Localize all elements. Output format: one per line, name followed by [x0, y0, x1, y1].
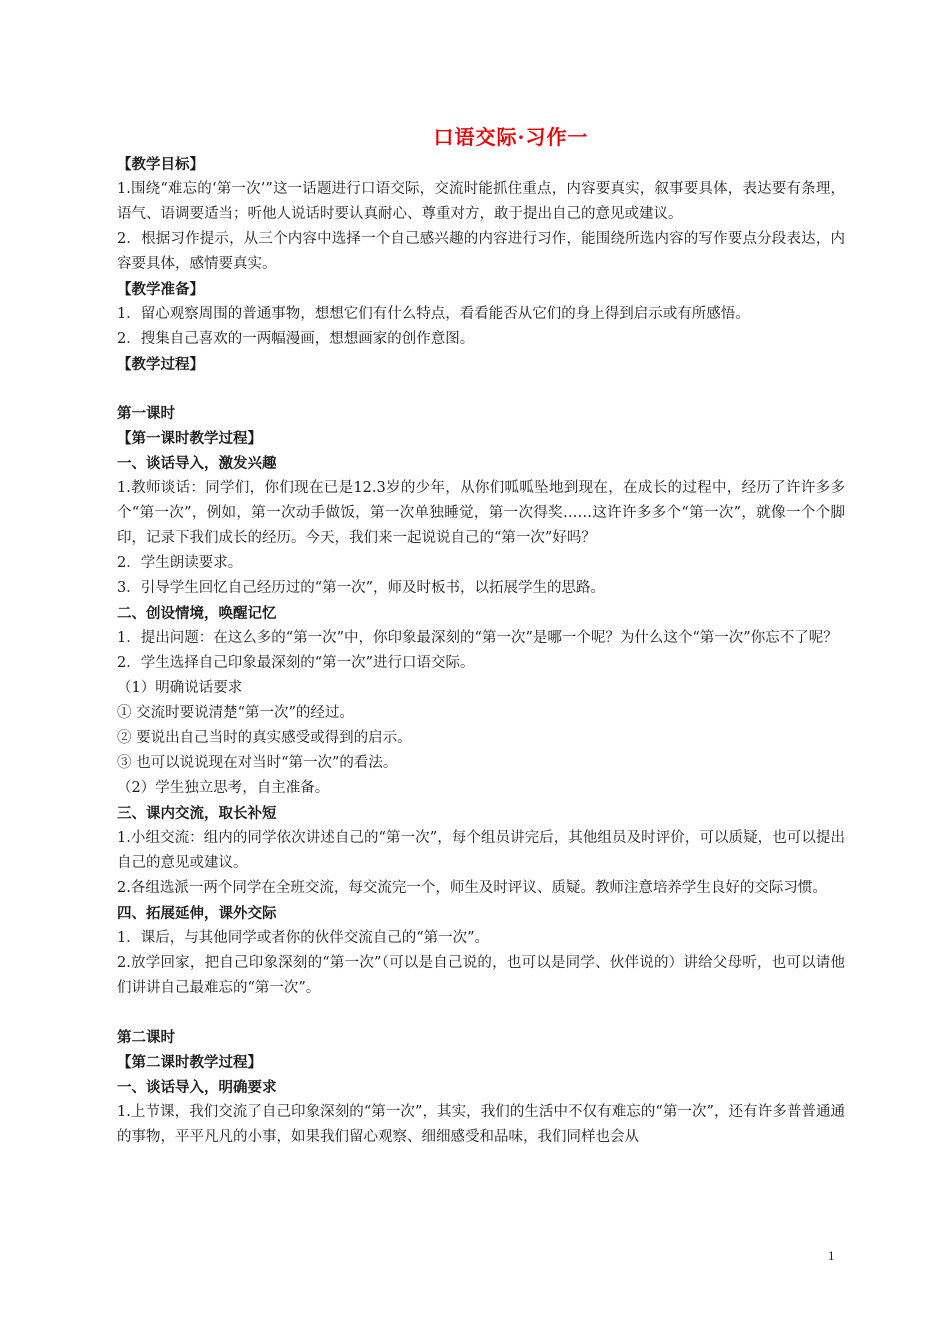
paragraph: 2.各组选派一两个同学在全班交流，每交流完一个，师生及时评议、质疑。教师注意培养学生良好的交际习惯。	[117, 880, 827, 896]
paragraph: 1.围绕“难忘的‘第一次’”这一话题进行口语交际，交流时能抓住重点，内容要真实，叙事要具体，表达要有条理，语气、语调要适当；听他人说话时要认真耐心、尊重对方，敢于提出自己的意见或建议。	[117, 181, 845, 222]
section-heading: 【教学过程】	[117, 356, 204, 373]
paragraph: 2．根据习作提示，从三个内容中选择一个自己感兴趣的内容进行习作，能围绕所选内容的写作要点分段表达，内容要具体，感情要真实。	[117, 231, 845, 272]
paragraph: 1．课后，与其他同学或者你的伙伴交流自己的“第一次”。	[117, 930, 490, 946]
paragraph: 1.小组交流：组内的同学依次讲述自己的“第一次”，每个组员讲完后，其他组员及时评价，可以质疑，也可以提出自己的意见或建议。	[117, 830, 845, 871]
section-heading: 二、创设情境，唤醒记忆	[117, 605, 277, 622]
paragraph: 3．引导学生回忆自己经历过的“第一次”，师及时板书，以拓展学生的思路。	[117, 580, 606, 596]
paragraph: 2．学生选择自己印象最深刻的“第一次”进行口语交际。	[117, 655, 475, 671]
paragraph: 1.上节课，我们交流了自己印象深刻的“第一次”，其实，我们的生活中不仅有难忘的“第一次”，还有许多普普通通的事物，平平凡凡的小事，如果我们留心观察、细细感受和品味，我们同样也会从	[117, 1104, 845, 1145]
section-heading: 【第一课时教学过程】	[117, 430, 262, 447]
document-body	[117, 124, 845, 1150]
paragraph: 2.放学回家，把自己印象深刻的“第一次”（可以是自己说的，也可以是同学、伙伴说的）讲给父母听，也可以请他们讲讲自己最难忘的“第一次”。	[117, 955, 845, 996]
paragraph-list	[117, 152, 845, 1150]
section-heading: 一、谈话导入，明确要求	[117, 1079, 277, 1096]
paragraph: ② 要说出自己当时的真实感受或得到的启示。	[117, 730, 412, 746]
paragraph: 1.教师谈话：同学们，你们现在已是12.3岁的少年，从你们呱呱坠地到现在，在成长的过程中，经历了许许多多个“第一次”，例如，第一次动手做饭，第一次单独睡觉，第一次得奖……这许许多多个“第一次”，就像一个个脚印，记录下我们成长的经历。今天，我们来一起说说自己的“第一次”好吗？	[117, 480, 845, 546]
section-heading: 【教学目标】	[117, 156, 204, 173]
paragraph: 1．留心观察周围的普通事物，想想它们有什么特点，看看能否从它们的身上得到启示或有所感悟。	[117, 306, 750, 322]
paragraph: 1．提出问题：在这么多的“第一次”中，你印象最深刻的“第一次”是哪一个呢？为什么这个“第一次”你忘不了呢？	[117, 630, 838, 646]
section-heading: 第一课时	[117, 405, 175, 422]
section-heading: 第二课时	[117, 1029, 175, 1046]
section-heading: 一、谈话导入，激发兴趣	[117, 455, 277, 472]
section-heading: 【第二课时教学过程】	[117, 1054, 262, 1071]
page-number: 1	[828, 1248, 835, 1263]
paragraph: 2．学生朗读要求。	[117, 555, 243, 571]
section-heading: 【教学准备】	[117, 281, 204, 298]
paragraph: 2．搜集自己喜欢的一两幅漫画，想想画家的创作意图。	[117, 331, 475, 347]
paragraph-gap	[117, 377, 845, 401]
paragraph: （1）明确说话要求	[117, 680, 243, 696]
paragraph: ① 交流时要说清楚“第一次”的经过。	[117, 705, 354, 721]
document-title: 口语交际·习作一	[433, 125, 589, 149]
paragraph: ③ 也可以说说现在对当时“第一次”的看法。	[117, 755, 398, 771]
paragraph-gap	[117, 1001, 845, 1025]
section-heading: 四、拓展延伸，课外交际	[117, 905, 277, 922]
paragraph: （2）学生独立思考，自主准备。	[117, 780, 330, 796]
section-heading: 三、课内交流，取长补短	[117, 805, 277, 822]
